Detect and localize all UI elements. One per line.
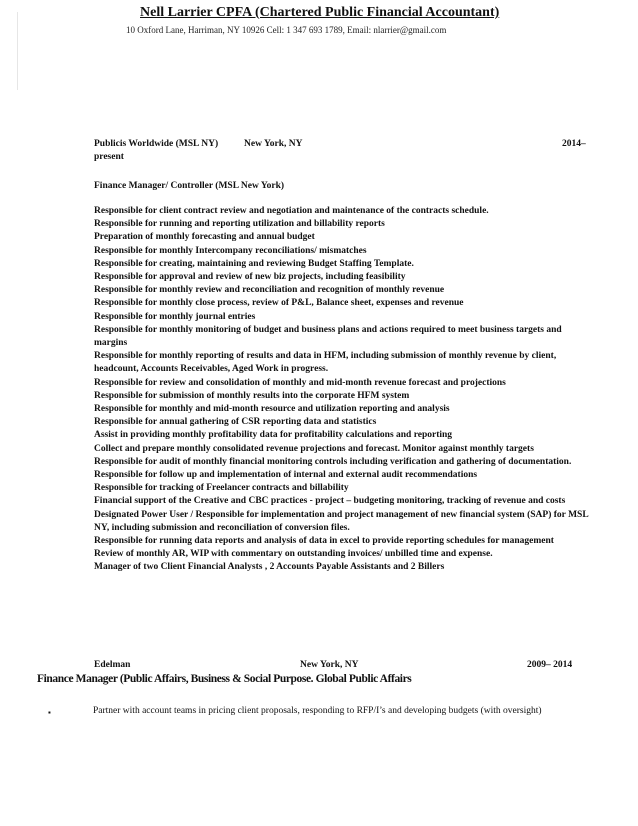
duty-item: Responsible for review and consolidation of monthly and mid-month revenue forecast and projections — [94, 377, 506, 388]
duty-item: Responsible for monthly review and reconciliation and recognition of monthly revenue — [94, 285, 445, 296]
job2-duty-item: Partner with account teams in pricing client proposals, responding to RFP/I’s and developing budgets (with oversight) — [93, 706, 542, 716]
duty-item: Responsible for audit of monthly financial monitoring controls including verification and gathering of documentation. — [94, 456, 572, 467]
duty-item: Responsible for creating, maintaining and reviewing Budget Staffing Template. — [94, 258, 414, 269]
job1-end-date: present — [94, 152, 124, 162]
job1-title: Finance Manager/ Controller (MSL New York) — [94, 181, 285, 191]
duty-item: Responsible for monthly Intercompany reconciliations/ mismatches — [94, 245, 367, 256]
duty-item: Review of monthly AR, WIP with commentary on outstanding invoices/ unbilled time and expense. — [94, 549, 493, 560]
duty-item: Responsible for monthly journal entries — [94, 311, 256, 322]
duty-item: Assist in providing monthly profitability data for profitability calculations and reporting — [94, 430, 453, 441]
duty-item: Designated Power User / Responsible for implementation and project management of new financial system (SAP) for MSL NY, including submission and reconciliation of conversion files. — [94, 509, 589, 533]
duty-item: Responsible for client contract review and negotiation and maintenance of the contracts schedule. — [94, 206, 489, 216]
job1-company: Publicis Worldwide (MSL NY) — [94, 139, 219, 149]
duty-item: Responsible for submission of monthly results into the corporate HFM system — [94, 390, 410, 401]
duty-item: Collect and prepare monthly consolidated revenue projections and forecast. Monitor against monthly targets — [94, 443, 534, 454]
duty-item: Responsible for follow up and implementation of internal and external audit recommendations — [94, 470, 478, 481]
duty-item: Responsible for running data reports and analysis of data in excel to provide reporting schedules for management — [94, 536, 554, 547]
duty-item: Manager of two Client Financial Analysts , 2 Accounts Payable Assistants and 2 Billers — [94, 562, 445, 573]
job1-start-date: 2014– — [562, 139, 586, 149]
duty-item: Responsible for monthly monitoring of budget and business plans and actions required to meet business targets and margins — [94, 324, 562, 349]
job1-duties-list — [94, 205, 596, 575]
job2-company: Edelman — [94, 660, 131, 670]
job2-location: New York, NY — [300, 660, 359, 670]
duty-item: Responsible for approval and review of new biz projects, including feasibility — [94, 272, 406, 283]
duty-item: Preparation of monthly forecasting and annual budget — [94, 232, 315, 243]
duty-item: Responsible for annual gathering of CSR reporting data and statistics — [94, 417, 377, 428]
square-bullet-icon: ▪ — [48, 708, 51, 717]
left-margin-line — [17, 12, 18, 90]
duty-item: Responsible for running and reporting utilization and billability reports — [94, 219, 385, 230]
duty-item: Responsible for monthly close process, review of P&L, Balance sheet, expenses and revenue — [94, 298, 464, 309]
duty-item: Financial support of the Creative and CBC practices - project – budgeting monitoring, tracking of revenue and costs — [94, 496, 566, 507]
resume-name: Nell Larrier CPFA (Chartered Public Financial Accountant) — [140, 5, 500, 20]
job2-title: Finance Manager (Public Affairs, Business & Social Purpose. Global Public Affairs — [37, 673, 412, 685]
duty-item: Responsible for monthly reporting of results and data in HFM, including submission of monthly revenue by client, headcount, Accounts Receivables, Aged Work in progress. — [94, 351, 557, 375]
contact-line: 10 Oxford Lane, Harriman, NY 10926 Cell: 1 347 693 1789, Email: nlarrier@gmail.com — [126, 25, 447, 35]
duty-item: Responsible for tracking of Freelancer contracts and billability — [94, 483, 349, 494]
job2-dates: 2009– 2014 — [527, 660, 573, 670]
job1-location: New York, NY — [244, 139, 303, 149]
duty-item: Responsible for monthly and mid-month resource and utilization reporting and analysis — [94, 404, 450, 415]
